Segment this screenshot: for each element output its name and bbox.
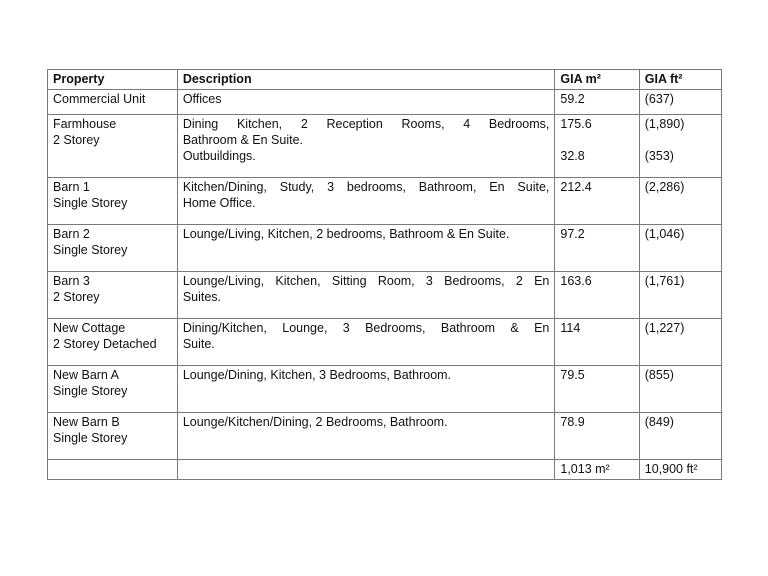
totals-description-cell [177, 460, 555, 480]
table-row [48, 319, 722, 366]
description-line: Lounge/Dining, Kitchen, 3 Bedrooms, Bathroom. [182, 368, 452, 382]
description-cell [177, 115, 555, 178]
table-header [48, 70, 722, 90]
description-cell [177, 366, 555, 413]
total-gia-ft2: 10,900 ft² [639, 460, 721, 480]
gia-m2-cell [555, 225, 639, 272]
gia-ft2-cell [639, 90, 721, 115]
gia-m2-cell [555, 366, 639, 413]
property-cell [48, 319, 178, 366]
gia-m2-value: 212.4 [560, 180, 592, 194]
gia-m2-value: 79.5 [560, 368, 585, 382]
header-gia-ft2: GIA ft² [639, 70, 721, 90]
property-cell [48, 225, 178, 272]
gia-ft2-cell [639, 319, 721, 366]
property-storey: Single Storey [53, 196, 128, 210]
gia-ft2-value: (1,761) [644, 274, 685, 288]
table-row [48, 366, 722, 413]
gia-ft2-cell [639, 272, 721, 319]
table-row [48, 272, 722, 319]
header-row [48, 70, 722, 90]
description-cell [177, 178, 555, 225]
totals-property-cell [48, 460, 178, 480]
description-line: Bathroom & En Suite. [182, 133, 304, 147]
table-body [48, 90, 722, 480]
accommodation-schedule-table [47, 69, 722, 480]
description-line: Kitchen/Dining, Study, 3 bedrooms, Bathroom, En Suite, [182, 180, 550, 194]
header-description: Description [177, 70, 555, 90]
description-line: Lounge/Living, Kitchen, 2 bedrooms, Bathroom & En Suite. [182, 227, 510, 241]
spacer [560, 132, 633, 148]
gia-ft2-value: (1,227) [644, 321, 685, 335]
property-storey: Single Storey [53, 431, 128, 445]
property-storey: 2 Storey [53, 290, 100, 304]
gia-m2-value: 32.8 [560, 149, 585, 163]
description-line: Lounge/Kitchen/Dining, 2 Bedrooms, Bathroom. [182, 415, 448, 429]
description-line: Lounge/Living, Kitchen, Sitting Room, 3 Bedrooms, 2 En [182, 274, 550, 288]
description-cell [177, 90, 555, 115]
property-storey: 2 Storey [53, 133, 100, 147]
gia-ft2-cell [639, 366, 721, 413]
gia-ft2-value: (855) [644, 368, 674, 382]
gia-m2-cell [555, 178, 639, 225]
gia-m2-value: 163.6 [560, 274, 592, 288]
property-cell [48, 413, 178, 460]
description-line: Dining Kitchen, 2 Reception Rooms, 4 Bedrooms, [182, 117, 550, 131]
description-line: Offices [182, 92, 222, 106]
gia-m2-value: 97.2 [560, 227, 585, 241]
property-storey: Single Storey [53, 243, 128, 257]
property-name: Commercial Unit [53, 92, 146, 106]
description-line: Dining/Kitchen, Lounge, 3 Bedrooms, Bathroom & En [182, 321, 550, 335]
gia-m2-value: 175.6 [560, 117, 592, 131]
totals-row [48, 460, 722, 480]
description-line: Suites. [182, 290, 222, 304]
property-cell [48, 178, 178, 225]
total-gia-m2: 1,013 m² [555, 460, 639, 480]
gia-ft2-value: (1,046) [644, 227, 685, 241]
gia-ft2-value: (1,890) [644, 117, 685, 131]
gia-ft2-cell [639, 225, 721, 272]
table-row [48, 90, 722, 115]
gia-ft2-value: (849) [644, 415, 674, 429]
table-row [48, 225, 722, 272]
property-cell [48, 115, 178, 178]
spacer [645, 132, 716, 148]
property-storey: Single Storey [53, 384, 128, 398]
header-gia-m2: GIA m² [555, 70, 639, 90]
property-name: New Cottage [53, 321, 126, 335]
property-name: New Barn A [53, 368, 120, 382]
property-cell [48, 366, 178, 413]
table-row [48, 115, 722, 178]
table-row [48, 178, 722, 225]
gia-ft2-value: (353) [644, 149, 674, 163]
gia-m2-value: 59.2 [560, 92, 585, 106]
description-cell [177, 413, 555, 460]
property-name: Barn 1 [53, 180, 90, 194]
description-line: Home Office. [182, 196, 256, 210]
gia-m2-value: 114 [560, 321, 581, 335]
description-cell [177, 225, 555, 272]
property-name: Barn 3 [53, 274, 90, 288]
gia-m2-cell [555, 413, 639, 460]
gia-ft2-cell [639, 178, 721, 225]
gia-m2-cell [555, 319, 639, 366]
property-name: New Barn B [53, 415, 120, 429]
gia-ft2-cell [639, 115, 721, 178]
gia-ft2-value: (2,286) [644, 180, 685, 194]
property-cell [48, 272, 178, 319]
table-row [48, 413, 722, 460]
gia-ft2-value: (637) [644, 92, 674, 106]
property-name: Barn 2 [53, 227, 90, 241]
header-property: Property [48, 70, 178, 90]
description-line: Suite. [182, 337, 215, 351]
property-storey: 2 Storey Detached [53, 337, 157, 351]
gia-ft2-cell [639, 413, 721, 460]
gia-m2-cell [555, 90, 639, 115]
property-cell [48, 90, 178, 115]
gia-m2-value: 78.9 [560, 415, 585, 429]
description-line: Outbuildings. [182, 149, 256, 163]
description-cell [177, 319, 555, 366]
description-cell [177, 272, 555, 319]
gia-m2-cell [555, 115, 639, 178]
gia-m2-cell [555, 272, 639, 319]
property-name: Farmhouse [53, 117, 117, 131]
